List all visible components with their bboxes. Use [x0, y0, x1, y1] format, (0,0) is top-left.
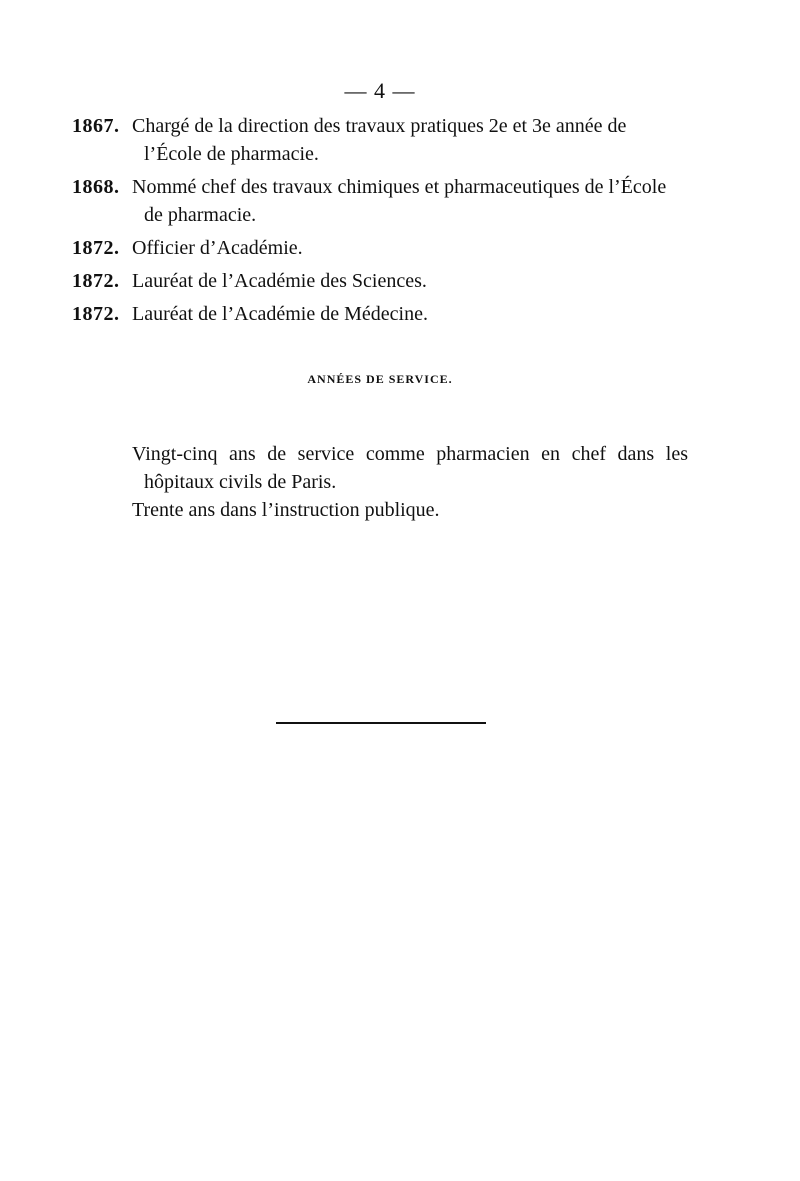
list-item	[72, 234, 690, 262]
entry-year: 1868.	[72, 176, 120, 198]
entry-year: 1867.	[72, 115, 120, 137]
entry-text-continuation: l’École de pharmacie.	[144, 143, 319, 165]
service-line: Trente ans dans l’instruction publique.	[132, 499, 440, 521]
entry-text: Lauréat de l’Académie des Sciences.	[132, 270, 427, 292]
entry-text-continuation: de pharmacie.	[144, 204, 257, 226]
entry-year: 1872.	[72, 237, 120, 259]
entry-text: Officier d’Académie.	[132, 237, 303, 259]
page-number: — 4 —	[344, 78, 416, 103]
entry-text: Chargé de la direction des travaux pratiques 2e et 3e année de	[132, 115, 627, 137]
entry-year: 1872.	[72, 270, 120, 292]
list-item	[72, 267, 690, 295]
service-paragraph	[132, 440, 688, 524]
entry-text: Nommé chef des travaux chimiques et pharmaceutiques de l’École	[132, 176, 667, 198]
section-heading: ANNÉES DE SERVICE.	[307, 372, 453, 386]
list-item	[72, 300, 690, 328]
list-item	[72, 112, 690, 168]
list-item	[72, 173, 690, 229]
career-entries-list	[72, 112, 690, 333]
horizontal-rule	[276, 722, 486, 724]
entry-text: Lauréat de l’Académie de Médecine.	[132, 303, 428, 325]
entry-year: 1872.	[72, 303, 120, 325]
service-line: Vingt-cinq ans de service comme pharmacien en chef dans les	[132, 443, 688, 465]
service-line-continuation: hôpitaux civils de Paris.	[144, 471, 337, 493]
